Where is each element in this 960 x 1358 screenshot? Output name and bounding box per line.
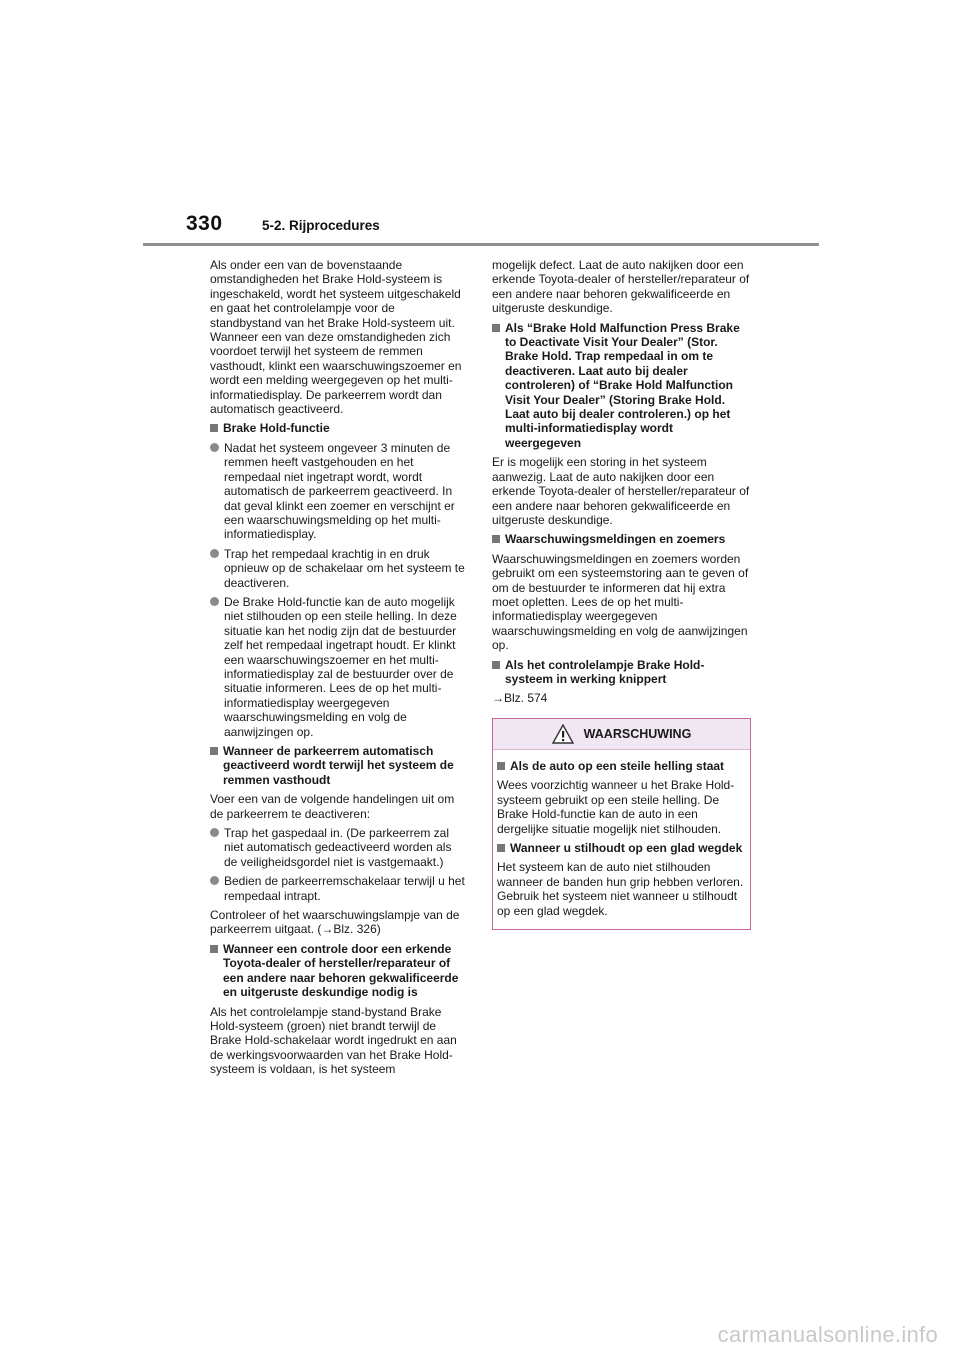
square-bullet-icon — [210, 747, 218, 755]
paragraph: Wees voorzichtig wanneer u het Brake Hold-systeem gebruikt op een steile helling. De Brake Hold-functie kan de auto in een dergelijke situatie mogelijk niet stilhouden. — [497, 778, 735, 836]
paragraph: mogelijk defect. Laat de auto nakijken door een erkende Toyota-dealer of hersteller/reparateur of een andere naar behoren gekwalificeerde en uitgeruste deskundige. — [492, 258, 750, 316]
warning-heading-steep-slope: Als de auto op een steile helling staat — [497, 759, 746, 773]
paragraph: Controleer of het waarschuwingslampje van de parkeerrem uitgaat. (→Blz. 326) — [210, 908, 460, 937]
circle-bullet-icon — [210, 549, 219, 558]
list-item: De Brake Hold-functie kan de auto mogelijk niet stilhouden op een steile helling. In deze situatie kan het nodig zijn dat de bestuurder zelf het rempedaal ingetrapt houdt. Er klinkt een waarschuwingszoemer en het multi-informatiedisplay zal de bestuurder over de situatie informeren. Lees de op het multi-informatiedisplay weergegeven waarschuwingsmelding en volg de aanwijzingen op. — [210, 595, 468, 739]
square-bullet-icon — [497, 762, 505, 770]
left-column — [210, 258, 468, 1082]
warning-header — [493, 719, 750, 749]
heading-dealer-check: Wanneer een controle door een erkende Toyota-dealer of hersteller/reparateur of een andere naar behoren gekwalificeerde en uitgeruste deskundige nodig is — [210, 942, 468, 1000]
warning-title: WAARSCHUWING — [583, 727, 692, 741]
square-bullet-icon — [492, 535, 500, 543]
list-item: Trap het rempedaal krachtig in en druk opnieuw op de schakelaar om het systeem te deactiveren. — [210, 547, 468, 590]
circle-bullet-icon — [210, 828, 219, 837]
watermark: carmanualsonline.info — [717, 1322, 938, 1347]
circle-bullet-icon — [210, 597, 219, 606]
section-title: 5-2. Rijprocedures — [262, 218, 380, 233]
paragraph: Waarschuwingsmeldingen en zoemers worden gebruikt om een systeemstoring aan te geven of om de bestuurder te informeren dat hij extra moet opletten. Lees de op het multi-informatiedisplay weergegeven waarschuwingsmelding en volg de aanwijzingen op. — [492, 551, 749, 653]
heading-malfunction-message: Als “Brake Hold Malfunction Press Brake to Deactivate Visit Your Dealer” (Stor. Brake Hold. Trap rempedaal in om te deactiveren. Laat auto bij dealer controleren) of “Brake Hold Malfunction Visit Your Dealer” (Storing Brake Hold. Laat auto bij dealer controleren.) op het multi-informatiedisplay wordt weergegeven — [492, 321, 750, 451]
paragraph: Voer een van de volgende handelingen uit om de parkeerrem te deactiveren: — [210, 792, 455, 821]
warning-body — [493, 750, 750, 929]
square-bullet-icon — [492, 661, 500, 669]
right-column — [492, 258, 750, 711]
square-bullet-icon — [497, 844, 505, 852]
heading-brake-hold-function: Brake Hold-functie — [210, 421, 468, 435]
heading-warnings-buzzers: Waarschuwingsmeldingen en zoemers — [492, 532, 750, 546]
paragraph: Als het controlelampje stand-bystand Brake Hold-systeem (groen) niet brandt terwijl de Brake Hold-schakelaar wordt ingedrukt en aan de werkingsvoorwaarden van het Brake Hold-systeem is voldaan, is het systeem — [210, 1004, 457, 1077]
square-bullet-icon — [210, 945, 218, 953]
circle-bullet-icon — [210, 443, 219, 452]
page-number: 330 — [186, 212, 223, 235]
paragraph: Het systeem kan de auto niet stilhouden wanneer de banden hun grip hebben verloren. Gebruik het systeem niet wanneer u stilhoudt op een glad wegdek. — [497, 860, 744, 918]
warning-triangle-icon — [552, 724, 574, 744]
warning-box — [492, 718, 751, 930]
header-rule — [143, 243, 819, 246]
warning-heading-slippery-road: Wanneer u stilhoudt op een glad wegdek — [497, 841, 746, 855]
list-item: Bedien de parkeerremschakelaar terwijl u het rempedaal intrapt. — [210, 874, 468, 903]
square-bullet-icon — [492, 324, 500, 332]
intro-paragraph: Als onder een van de bovenstaande omstandigheden het Brake Hold-systeem is ingeschakeld, wordt het systeem uitgeschakeld en gaat het controlelampje voor de standbystand van het Brake Hold-systeem uit. Wanneer een van deze omstandigheden zich voordoet terwijl het systeem de remmen vasthoudt, klinkt een waarschuwingszoemer en wordt een melding weergegeven op het multi-informatiedisplay. De parkeerrem wordt dan automatisch geactiveerd. — [210, 258, 462, 417]
list-item: Nadat het systeem ongeveer 3 minuten de remmen heeft vastgehouden en het rempedaal niet ingetrapt wordt, wordt automatisch de parkeerrem geactiveerd. In dat geval klinkt een zoemer en verschijnt er een waarschuwingsmelding op het multi-informatiedisplay. — [210, 441, 468, 542]
circle-bullet-icon — [210, 876, 219, 885]
page-reference: →Blz. 574 — [492, 691, 548, 706]
list-item: Trap het gaspedaal in. (De parkeerrem zal niet automatisch gedeactiveerd worden als de veiligheidsgordel niet is vastgemaakt.) — [210, 826, 468, 869]
heading-indicator-flashing: Als het controlelampje Brake Hold-systeem in werking knippert — [492, 658, 750, 687]
paragraph: Er is mogelijk een storing in het systeem aanwezig. Laat de auto nakijken door een erkende Toyota-dealer of hersteller/reparateur of een andere naar behoren gekwalificeerde en uitgeruste deskundige. — [492, 455, 750, 527]
heading-parking-brake-auto: Wanneer de parkeerrem automatisch geactiveerd wordt terwijl het systeem de remmen vasthoudt — [210, 744, 468, 787]
square-bullet-icon — [210, 424, 218, 432]
